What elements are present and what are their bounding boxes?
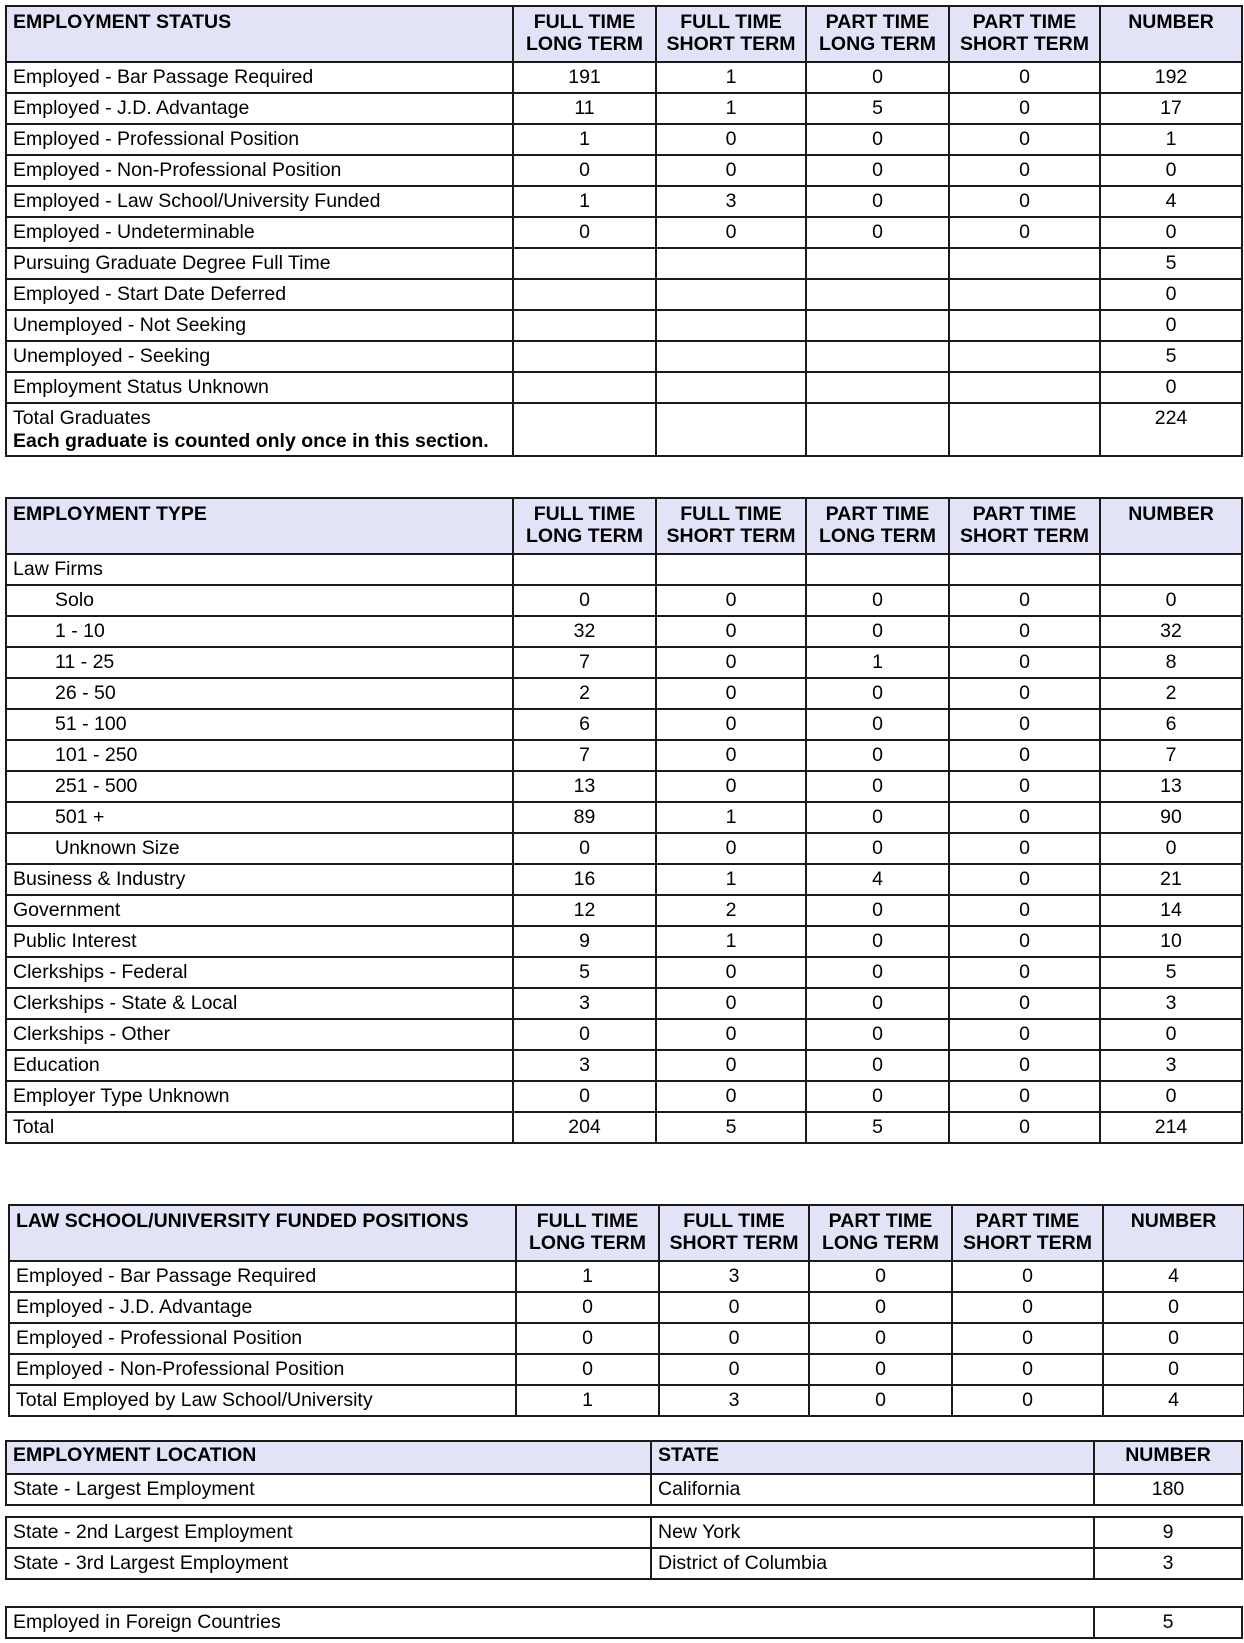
row-value: 5 — [513, 957, 656, 988]
row-value — [949, 248, 1100, 279]
row-value: 0 — [806, 217, 949, 248]
row-value: 0 — [1103, 1292, 1244, 1323]
table-row — [6, 1517, 1242, 1548]
row-value: 17 — [1100, 93, 1242, 124]
table-row — [6, 1112, 1242, 1143]
row-value: 1 — [513, 186, 656, 217]
row-label: Clerkships - Federal — [6, 957, 513, 988]
row-value: 0 — [949, 1019, 1100, 1050]
col-header-number: NUMBER — [1100, 6, 1242, 62]
row-label: Unemployed - Seeking — [6, 341, 513, 372]
row-value: 0 — [806, 155, 949, 186]
row-value: 4 — [806, 864, 949, 895]
employment-location-secondary-table — [5, 1516, 1243, 1580]
row-label: Employed - Professional Position — [6, 124, 513, 155]
row-value: 0 — [949, 895, 1100, 926]
row-value: 0 — [806, 771, 949, 802]
row-value — [949, 372, 1100, 403]
col-header-pt-st: PART TIME SHORT TERM — [949, 6, 1100, 62]
col-header-ft-st: FULL TIME SHORT TERM — [659, 1205, 809, 1261]
row-value: 2 — [656, 895, 806, 926]
table-row — [6, 124, 1242, 155]
row-label: 251 - 500 — [6, 771, 513, 802]
row-value: 0 — [1100, 217, 1242, 248]
row-value: 0 — [513, 585, 656, 616]
row-value: 191 — [513, 62, 656, 93]
row-value: 2 — [1100, 678, 1242, 709]
row-value — [656, 341, 806, 372]
row-value: 0 — [952, 1261, 1103, 1292]
row-value: 0 — [656, 585, 806, 616]
table-row — [6, 988, 1242, 1019]
row-value: 0 — [809, 1354, 952, 1385]
row-value: 0 — [1103, 1354, 1244, 1385]
table-row — [6, 833, 1242, 864]
row-value: 0 — [949, 93, 1100, 124]
row-value: 0 — [952, 1385, 1103, 1416]
table-row — [6, 248, 1242, 279]
row-value: 0 — [949, 62, 1100, 93]
row-value: 0 — [656, 217, 806, 248]
row-value: 0 — [1100, 310, 1242, 341]
row-value: 4 — [1103, 1261, 1244, 1292]
row-value: 0 — [952, 1323, 1103, 1354]
row-value: 32 — [1100, 616, 1242, 647]
row-value: 0 — [949, 155, 1100, 186]
row-value: 6 — [1100, 709, 1242, 740]
row-value: 0 — [659, 1354, 809, 1385]
table-row — [6, 341, 1242, 372]
table-row — [6, 709, 1242, 740]
table-row — [6, 740, 1242, 771]
row-value: 3 — [659, 1385, 809, 1416]
row-label: Employed - Bar Passage Required — [9, 1261, 516, 1292]
row-value — [949, 279, 1100, 310]
row-value: 0 — [806, 585, 949, 616]
row-value — [806, 372, 949, 403]
row-value: 0 — [656, 988, 806, 1019]
table-row — [6, 217, 1242, 248]
row-value: 5 — [1100, 341, 1242, 372]
row-value: 6 — [513, 709, 656, 740]
row-label: Employed - Undeterminable — [6, 217, 513, 248]
row-label: Employed - Start Date Deferred — [6, 279, 513, 310]
row-value: 5 — [656, 1112, 806, 1143]
table-row — [6, 802, 1242, 833]
row-value: 32 — [513, 616, 656, 647]
row-value: 0 — [656, 1019, 806, 1050]
row-label: Pursuing Graduate Degree Full Time — [6, 248, 513, 279]
row-value: 0 — [806, 802, 949, 833]
total-note: Each graduate is counted only once in this section. — [13, 430, 489, 452]
row-value: 7 — [1100, 740, 1242, 771]
row-value: 0 — [656, 1081, 806, 1112]
row-label: Employed - Law School/University Funded — [6, 186, 513, 217]
row-value: 4 — [1103, 1385, 1244, 1416]
row-label: Business & Industry — [6, 864, 513, 895]
table-row — [6, 155, 1242, 186]
row-value: 0 — [806, 186, 949, 217]
row-label: 26 - 50 — [6, 678, 513, 709]
row-value: 1 — [656, 62, 806, 93]
row-value — [656, 372, 806, 403]
row-value: 0 — [656, 1050, 806, 1081]
table-row — [6, 372, 1242, 403]
row-value: 7 — [513, 647, 656, 678]
location-number: 180 — [1094, 1474, 1242, 1505]
table-row — [6, 1050, 1242, 1081]
row-value: 0 — [513, 1019, 656, 1050]
location-state: District of Columbia — [651, 1548, 1094, 1579]
row-value: 3 — [1100, 988, 1242, 1019]
row-value: 0 — [806, 833, 949, 864]
row-value: 0 — [1100, 1081, 1242, 1112]
row-label: Employed - Non-Professional Position — [9, 1354, 516, 1385]
col-header-pt-st: PART TIME SHORT TERM — [952, 1205, 1103, 1261]
table-row — [6, 647, 1242, 678]
row-value: 0 — [656, 616, 806, 647]
row-label: Employed - J.D. Advantage — [9, 1292, 516, 1323]
row-value: 0 — [806, 1081, 949, 1112]
location-state: New York — [651, 1517, 1094, 1548]
row-value: 1 — [1100, 124, 1242, 155]
row-value: 0 — [949, 833, 1100, 864]
row-value — [513, 310, 656, 341]
row-value: 1 — [513, 124, 656, 155]
row-value — [513, 372, 656, 403]
state-header: STATE — [651, 1441, 1094, 1474]
row-value — [806, 248, 949, 279]
employment-location-table — [5, 1440, 1243, 1506]
row-label: 501 + — [6, 802, 513, 833]
row-value: 0 — [806, 709, 949, 740]
row-value: 3 — [656, 186, 806, 217]
row-value: 7 — [513, 740, 656, 771]
row-value: 11 — [513, 93, 656, 124]
row-value: 0 — [949, 864, 1100, 895]
row-value: 5 — [1100, 957, 1242, 988]
number-header: NUMBER — [1094, 1441, 1242, 1474]
row-value: 0 — [949, 771, 1100, 802]
table-row — [6, 93, 1242, 124]
table-row — [9, 1323, 1244, 1354]
row-value: 0 — [516, 1323, 659, 1354]
table-row — [6, 186, 1242, 217]
row-label: Employer Type Unknown — [6, 1081, 513, 1112]
row-value — [656, 279, 806, 310]
foreign-employment-table — [5, 1606, 1243, 1639]
row-label: Clerkships - State & Local — [6, 988, 513, 1019]
row-value: 0 — [952, 1354, 1103, 1385]
row-value: 0 — [513, 155, 656, 186]
funded-positions-table — [8, 1204, 1244, 1417]
row-value: 0 — [949, 217, 1100, 248]
row-label: Education — [6, 1050, 513, 1081]
row-label: 11 - 25 — [6, 647, 513, 678]
row-value — [806, 279, 949, 310]
row-value: 0 — [806, 616, 949, 647]
row-value — [806, 310, 949, 341]
row-value: 1 — [516, 1261, 659, 1292]
employment-status-table — [5, 5, 1243, 457]
row-label: Employed - Bar Passage Required — [6, 62, 513, 93]
row-value — [656, 310, 806, 341]
col-header-number: NUMBER — [1100, 498, 1242, 554]
col-header-ft-lt: FULL TIME LONG TERM — [513, 6, 656, 62]
row-value: 12 — [513, 895, 656, 926]
row-value: 0 — [1100, 372, 1242, 403]
row-value: 0 — [809, 1292, 952, 1323]
row-value: 0 — [1100, 1019, 1242, 1050]
row-label: Unemployed - Not Seeking — [6, 310, 513, 341]
row-value: 0 — [809, 1261, 952, 1292]
row-label: Employment Status Unknown — [6, 372, 513, 403]
location-label: State - Largest Employment — [6, 1474, 651, 1505]
row-value: 3 — [513, 988, 656, 1019]
employment-location-header: EMPLOYMENT LOCATION — [6, 1441, 651, 1474]
row-value: 4 — [1100, 186, 1242, 217]
col-header-ft-lt: FULL TIME LONG TERM — [516, 1205, 659, 1261]
row-value: 0 — [1100, 833, 1242, 864]
row-value: 0 — [513, 1081, 656, 1112]
row-value: 13 — [513, 771, 656, 802]
col-header-number: NUMBER — [1103, 1205, 1244, 1261]
col-header-ft-st: FULL TIME SHORT TERM — [656, 498, 806, 554]
col-header-pt-st: PART TIME SHORT TERM — [949, 498, 1100, 554]
table-row — [6, 1548, 1242, 1579]
row-value: 0 — [656, 740, 806, 771]
col-header-pt-lt: PART TIME LONG TERM — [806, 498, 949, 554]
row-label: 1 - 10 — [6, 616, 513, 647]
table-row — [6, 585, 1242, 616]
row-value: 5 — [806, 93, 949, 124]
row-value: 0 — [656, 678, 806, 709]
total-label: Total Graduates — [13, 407, 151, 429]
row-label: Solo — [6, 585, 513, 616]
location-label: State - 2nd Largest Employment — [6, 1517, 651, 1548]
table-row — [9, 1385, 1244, 1416]
row-label: Unknown Size — [6, 833, 513, 864]
row-value: 0 — [806, 124, 949, 155]
row-value — [656, 248, 806, 279]
row-label: Employed - Professional Position — [9, 1323, 516, 1354]
row-value — [513, 341, 656, 372]
table-row — [6, 1081, 1242, 1112]
row-value: 8 — [1100, 647, 1242, 678]
row-value: 0 — [513, 217, 656, 248]
row-value: 0 — [949, 124, 1100, 155]
location-label: State - 3rd Largest Employment — [6, 1548, 651, 1579]
row-value: 0 — [656, 155, 806, 186]
funded-positions-header: LAW SCHOOL/UNIVERSITY FUNDED POSITIONS — [9, 1205, 516, 1261]
row-value: 0 — [1100, 585, 1242, 616]
row-value: 204 — [513, 1112, 656, 1143]
row-value: 0 — [949, 988, 1100, 1019]
row-value: 1 — [806, 647, 949, 678]
row-value: 0 — [806, 1019, 949, 1050]
row-value — [806, 341, 949, 372]
row-value: 0 — [949, 616, 1100, 647]
row-value: 3 — [1100, 1050, 1242, 1081]
row-value: 0 — [659, 1292, 809, 1323]
row-value: 192 — [1100, 62, 1242, 93]
table-row — [9, 1354, 1244, 1385]
row-label: Total Employed by Law School/University — [9, 1385, 516, 1416]
row-value — [513, 279, 656, 310]
row-value: 214 — [1100, 1112, 1242, 1143]
row-value: 5 — [806, 1112, 949, 1143]
table-row — [6, 771, 1242, 802]
row-value: 0 — [949, 740, 1100, 771]
table-row — [6, 957, 1242, 988]
row-value: 0 — [949, 647, 1100, 678]
row-label: Government — [6, 895, 513, 926]
row-value: 16 — [513, 864, 656, 895]
employment-type-header: EMPLOYMENT TYPE — [6, 498, 513, 554]
row-value: 0 — [513, 833, 656, 864]
col-header-pt-lt: PART TIME LONG TERM — [809, 1205, 952, 1261]
foreign-label: Employed in Foreign Countries — [6, 1607, 1094, 1638]
total-graduates-value: 224 — [1100, 403, 1242, 456]
row-value: 0 — [806, 988, 949, 1019]
row-value: 0 — [1100, 155, 1242, 186]
row-value: 0 — [656, 957, 806, 988]
row-value: 0 — [1103, 1323, 1244, 1354]
row-value: 0 — [949, 709, 1100, 740]
table-row — [6, 1607, 1242, 1638]
row-value: 0 — [949, 802, 1100, 833]
row-value: 1 — [656, 802, 806, 833]
table-row — [6, 279, 1242, 310]
row-value: 1 — [656, 926, 806, 957]
table-row — [6, 678, 1242, 709]
row-label: 51 - 100 — [6, 709, 513, 740]
table-row — [9, 1261, 1244, 1292]
row-value: 0 — [516, 1354, 659, 1385]
row-value: 0 — [656, 124, 806, 155]
row-value: 90 — [1100, 802, 1242, 833]
row-value: 0 — [949, 1112, 1100, 1143]
row-value: 0 — [806, 1050, 949, 1081]
table-row — [9, 1292, 1244, 1323]
row-label: 101 - 250 — [6, 740, 513, 771]
row-value: 0 — [656, 833, 806, 864]
row-value: 0 — [949, 1050, 1100, 1081]
row-label: Employed - J.D. Advantage — [6, 93, 513, 124]
row-value: 0 — [949, 186, 1100, 217]
table-row — [6, 554, 1242, 585]
row-value: 14 — [1100, 895, 1242, 926]
row-value: 0 — [806, 62, 949, 93]
table-row — [6, 926, 1242, 957]
row-value: 0 — [656, 647, 806, 678]
row-value: 0 — [809, 1323, 952, 1354]
row-value: 0 — [806, 678, 949, 709]
foreign-number: 5 — [1094, 1607, 1242, 1638]
row-value: 2 — [513, 678, 656, 709]
row-value: 13 — [1100, 771, 1242, 802]
location-number: 3 — [1094, 1548, 1242, 1579]
row-value: 1 — [516, 1385, 659, 1416]
table-row — [6, 864, 1242, 895]
location-state: California — [651, 1474, 1094, 1505]
row-value: 0 — [1100, 279, 1242, 310]
total-graduates-label — [6, 403, 513, 456]
table-row — [6, 310, 1242, 341]
row-value: 0 — [516, 1292, 659, 1323]
row-label: Employed - Non-Professional Position — [6, 155, 513, 186]
row-value: 0 — [809, 1385, 952, 1416]
row-value: 0 — [806, 895, 949, 926]
table-row — [6, 616, 1242, 647]
row-label: Public Interest — [6, 926, 513, 957]
row-value: 0 — [659, 1323, 809, 1354]
row-value: 0 — [806, 926, 949, 957]
table-row — [6, 62, 1242, 93]
row-value: 0 — [949, 926, 1100, 957]
row-value: 0 — [952, 1292, 1103, 1323]
row-value — [513, 248, 656, 279]
row-value: 0 — [949, 957, 1100, 988]
row-value: 10 — [1100, 926, 1242, 957]
table-row — [6, 1019, 1242, 1050]
row-label: Total — [6, 1112, 513, 1143]
table-row — [6, 895, 1242, 926]
row-value: 0 — [806, 957, 949, 988]
row-label: Clerkships - Other — [6, 1019, 513, 1050]
row-value — [949, 341, 1100, 372]
table-row — [6, 1474, 1242, 1505]
row-value: 1 — [656, 864, 806, 895]
row-value: 89 — [513, 802, 656, 833]
row-value — [949, 310, 1100, 341]
employment-status-header: EMPLOYMENT STATUS — [6, 6, 513, 62]
row-value: 0 — [949, 585, 1100, 616]
table-row-total — [6, 403, 1242, 456]
employment-type-table — [5, 497, 1243, 1144]
row-value: 5 — [1100, 248, 1242, 279]
col-header-pt-lt: PART TIME LONG TERM — [806, 6, 949, 62]
row-value: 0 — [949, 678, 1100, 709]
row-value: 0 — [656, 771, 806, 802]
location-number: 9 — [1094, 1517, 1242, 1548]
law-firms-label: Law Firms — [6, 554, 513, 585]
row-value: 3 — [659, 1261, 809, 1292]
row-value: 21 — [1100, 864, 1242, 895]
row-value: 3 — [513, 1050, 656, 1081]
row-value: 0 — [949, 1081, 1100, 1112]
col-header-ft-st: FULL TIME SHORT TERM — [656, 6, 806, 62]
col-header-ft-lt: FULL TIME LONG TERM — [513, 498, 656, 554]
row-value: 9 — [513, 926, 656, 957]
row-value: 1 — [656, 93, 806, 124]
row-value: 0 — [806, 740, 949, 771]
row-value: 0 — [656, 709, 806, 740]
